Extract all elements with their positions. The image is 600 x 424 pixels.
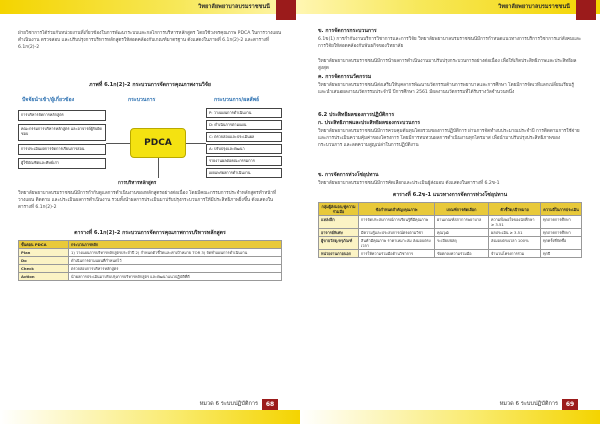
col-process-label: กระบวนการ [128, 97, 156, 103]
table-cell: จำนวนโครงการร่วม [489, 250, 541, 258]
page-number: 68 [262, 399, 278, 410]
header-tab [276, 0, 296, 20]
table-cell: แหล่งฝึก [319, 216, 359, 229]
left-box: ผู้ใช้บัณฑิตและศิษย์เก่า [18, 158, 106, 169]
table-cell: ส่งมอบตรงเวลา 100% [489, 237, 541, 250]
table-cell: ทุกปี [541, 250, 582, 258]
table-cell: การให้ความร่วมมือด้านวิชาการ [359, 250, 435, 258]
footer-band [300, 410, 600, 424]
section-b-title: ข. การจัดการกระบวนการ [318, 28, 377, 34]
section-b-text-2: วิทยาลัยพยาบาลบรมราชชนนีมีการนำผลการดำเนินงานมาปรับปรุงกระบวนการอย่างต่อเนื่อง เพื่อให้เกิดประสิทธิภาพและประสิทธิผลสูงสุด [318, 59, 577, 72]
page-number: 69 [562, 399, 578, 410]
header-title: วิทยาลัยพยาบาลบรมราชชนนี [198, 4, 270, 10]
sub-a-text: วิทยาลัยพยาบาลบรมราชชนนีมีการควบคุมต้นทุนโดยรวมของการปฏิบัติการ ผ่านการจัดทำงบประมาณประจำปี การติดตามการใช้จ่าย และการประเมินความคุ้มค่าของโครงการ โดยมีการทบทวนผลการดำเนินงานทุกไตรมาส เพื่อนำมาปรับปรุงประสิทธิภาพของกระบวนการ และลดความสูญเปล่าในการปฏิบัติงาน [318, 129, 580, 149]
col-input-label: ปัจจัยนำเข้า/ผู้เกี่ยวข้อง [22, 97, 75, 103]
table-cell: คุณวุฒิ [435, 229, 489, 237]
table-cell: ทุกครั้งที่จัดซื้อ [541, 237, 582, 250]
section-62-title: 6.2 ประสิทธิผลของการปฏิบัติการ [318, 112, 395, 118]
table-cell: 1) วางแผนการบริหารหลักสูตรประจำปี 2) กำหนดตัวชี้วัดและค่าเป้าหมาย TOR 3) จัดทำแผนการดำเนินงาน [69, 249, 282, 257]
table-row [319, 237, 582, 250]
table-header: ข้อกำหนดสำคัญ/คุณภาพ [359, 203, 435, 216]
table-row [19, 265, 282, 273]
right-box: เผยแพร่ผลการดำเนินงาน [206, 168, 282, 178]
table-row [319, 229, 582, 237]
table-cell: ทุกภาคการศึกษา [541, 229, 582, 237]
left-box: การประเมินผลการจัดการเรียนการสอน [18, 144, 106, 155]
table-cell: อาจารย์พิเศษ [319, 229, 359, 237]
arrow [186, 143, 206, 144]
table-cell: Action [19, 273, 69, 281]
table-row [319, 250, 582, 258]
table-header: ความถี่ในการประเมิน [541, 203, 582, 216]
table-cell: Check [19, 265, 69, 273]
table-cell: ตรวจสอบการบริหารหลักสูตร [69, 265, 282, 273]
section-c-text: วิทยาลัยพยาบาลบรมราชชนนีส่งเสริมให้บุคลากรพัฒนานวัตกรรมด้านการพยาบาลและการศึกษา โดยมีการจัดเวทีแลกเปลี่ยนเรียนรู้และนำเสนอผลงานนวัตกรรมประจำปี ปีการศึกษา 2561 มีผลงานนวัตกรรมที่ได้รับรางวัลจำนวนหนึ่ง [318, 83, 574, 96]
diagram-bottom-label: การบริหารหลักสูตร [118, 181, 157, 186]
table-row [19, 273, 282, 281]
right-page [300, 0, 600, 424]
right-box: รายงานผลต่อคณะกรรมการ [206, 156, 282, 166]
table-cell: Plan [19, 249, 69, 257]
pdca-center: PDCA [130, 128, 186, 158]
table-header: เกณฑ์การคัดเลือก [435, 203, 489, 216]
sub-b-text: วิทยาลัยพยาบาลบรมราชชนนีมีการคัดเลือกและประเมินผู้ส่งมอบ ดังแสดงในตารางที่ 6.2ข-1 [318, 181, 500, 186]
table-row [19, 257, 282, 265]
table-cell: ดำเนินการตามแผนที่กำหนดไว้ [69, 257, 282, 265]
table-row [319, 216, 582, 229]
table-header: กระบวนการหลัก [69, 241, 282, 249]
table-caption: ตารางที่ 6.2ข-1 แนวทางการจัดการห่วงโซ่อุปทาน [392, 192, 508, 198]
left-box: การบริหารจัดการหลักสูตร [18, 110, 106, 121]
sub-b-title: ข. การจัดการห่วงโซ่อุปทาน [318, 172, 379, 178]
footer-band [0, 410, 300, 424]
footer-title: หมวด 6 ระบบปฏิบัติการ [499, 401, 558, 407]
arrow [158, 158, 159, 178]
intro-paragraph: ฝ่ายวิชาการได้ร่วมกับหน่วยงานที่เกี่ยวข้องในการพัฒนาระบบและกลไกการบริหารหลักสูตร โดยใช้วงจรคุณภาพ PDCA ในการวางแผน ดำเนินงาน ตรวจสอบ และปรับปรุงการบริหารหลักสูตรให้สอดคล้องกับเกณฑ์มาตรฐาน ดังแสดงในภาพที่ 6.1ก(2)-2 และตารางที่ 6.1ก(2)-2 [18, 31, 282, 51]
left-box: คณะกรรมการบริหารหลักสูตร และอาจารย์ผู้รับผิดชอบ [18, 124, 106, 141]
table-cell: ทุกภาคการศึกษา [541, 216, 582, 229]
table-header: ขั้นตอน PDCA [19, 241, 69, 249]
section-c-title: ค. การจัดการนวัตกรรม [318, 74, 372, 80]
right-box: D: ดำเนินการตามแผน [206, 120, 282, 130]
table-header: ตัวชี้วัด/เป้าหมาย [489, 203, 541, 216]
figure-caption: ภาพที่ 6.1ก(2)-2 กระบวนการจัดการคุณภาพงานวิจัย [89, 82, 211, 88]
header-tab [576, 0, 596, 20]
table-caption: ตารางที่ 6.1ก(2)-2 กระบวนการจัดการคุณภาพการบริหารหลักสูตร [74, 230, 226, 236]
table-cell: การจัดประสบการณ์การเรียนรู้ที่มีคุณภาพ [359, 216, 435, 229]
right-box: C: ตรวจสอบและประเมินผล [206, 132, 282, 142]
header-title: วิทยาลัยพยาบาลบรมราชชนนี [498, 4, 570, 10]
arrow [106, 143, 130, 144]
table-cell: ความพึงพอใจของนักศึกษา ≥ 3.51 [489, 216, 541, 229]
table-cell: ผลประเมิน ≥ 3.51 [489, 229, 541, 237]
table-cell: ผ่านเกณฑ์สภาการพยาบาล [435, 216, 489, 229]
right-box: A: ปรับปรุงและพัฒนา [206, 144, 282, 154]
table-cell: มีความรู้และประสบการณ์ตรงตามวิชา [359, 229, 435, 237]
table-header: กลุ่มผู้ส่งมอบ/คู่ความร่วมมือ [319, 203, 359, 216]
col-output-label: กระบวนการ/ผลลัพธ์ [214, 97, 260, 103]
paragraph-2: วิทยาลัยพยาบาลบรมราชชนนีมีการกำกับดูแลการดำเนินงานของหลักสูตรอย่างต่อเนื่อง โดยมีคณะกรรมการประจำหลักสูตรทำหน้าที่วางแผน ติดตาม และประเมินผลการดำเนินงาน รวมทั้งนำผลการประเมินมาปรับปรุงกระบวนการให้มีประสิทธิภาพยิ่งขึ้น ดังแสดงในตารางที่ 6.1ก(2)-2 [18, 191, 276, 211]
table-cell: ผู้ขายวัสดุ/ครุภัณฑ์ [319, 237, 359, 250]
supply-chain-table [318, 202, 582, 258]
table-cell: ข้อตกลงความร่วมมือ [435, 250, 489, 258]
table-row [19, 249, 282, 257]
table-cell: ระเบียบพัสดุ [435, 237, 489, 250]
pdca-table [18, 240, 282, 281]
sub-a-title: ก. ประสิทธิภาพและประสิทธิผลของกระบวนการ [318, 120, 421, 126]
table-cell: สินค้ามีคุณภาพ ราคาเหมาะสม ส่งมอบตรงเวลา [359, 237, 435, 250]
section-b-text: 6.1ข(1) การกำกับงานบริการวิชาการและการวิจัย วิทยาลัยพยาบาลบรมราชชนนีมีการกำหนดแนวทางการบริการวิชาการแก่สังคมและการวิจัยให้สอดคล้องกับพันธกิจของวิทยาลัย [318, 37, 582, 50]
table-cell: Do [19, 257, 69, 265]
table-cell: นำผลการประเมินมาปรับปรุงการบริหารหลักสูตร และพัฒนาแนวปฏิบัติที่ดี [69, 273, 282, 281]
table-cell: หน่วยงานภายนอก [319, 250, 359, 258]
right-box: P: วางแผนการดำเนินงาน [206, 108, 282, 118]
footer-title: หมวด 6 ระบบปฏิบัติการ [199, 401, 258, 407]
